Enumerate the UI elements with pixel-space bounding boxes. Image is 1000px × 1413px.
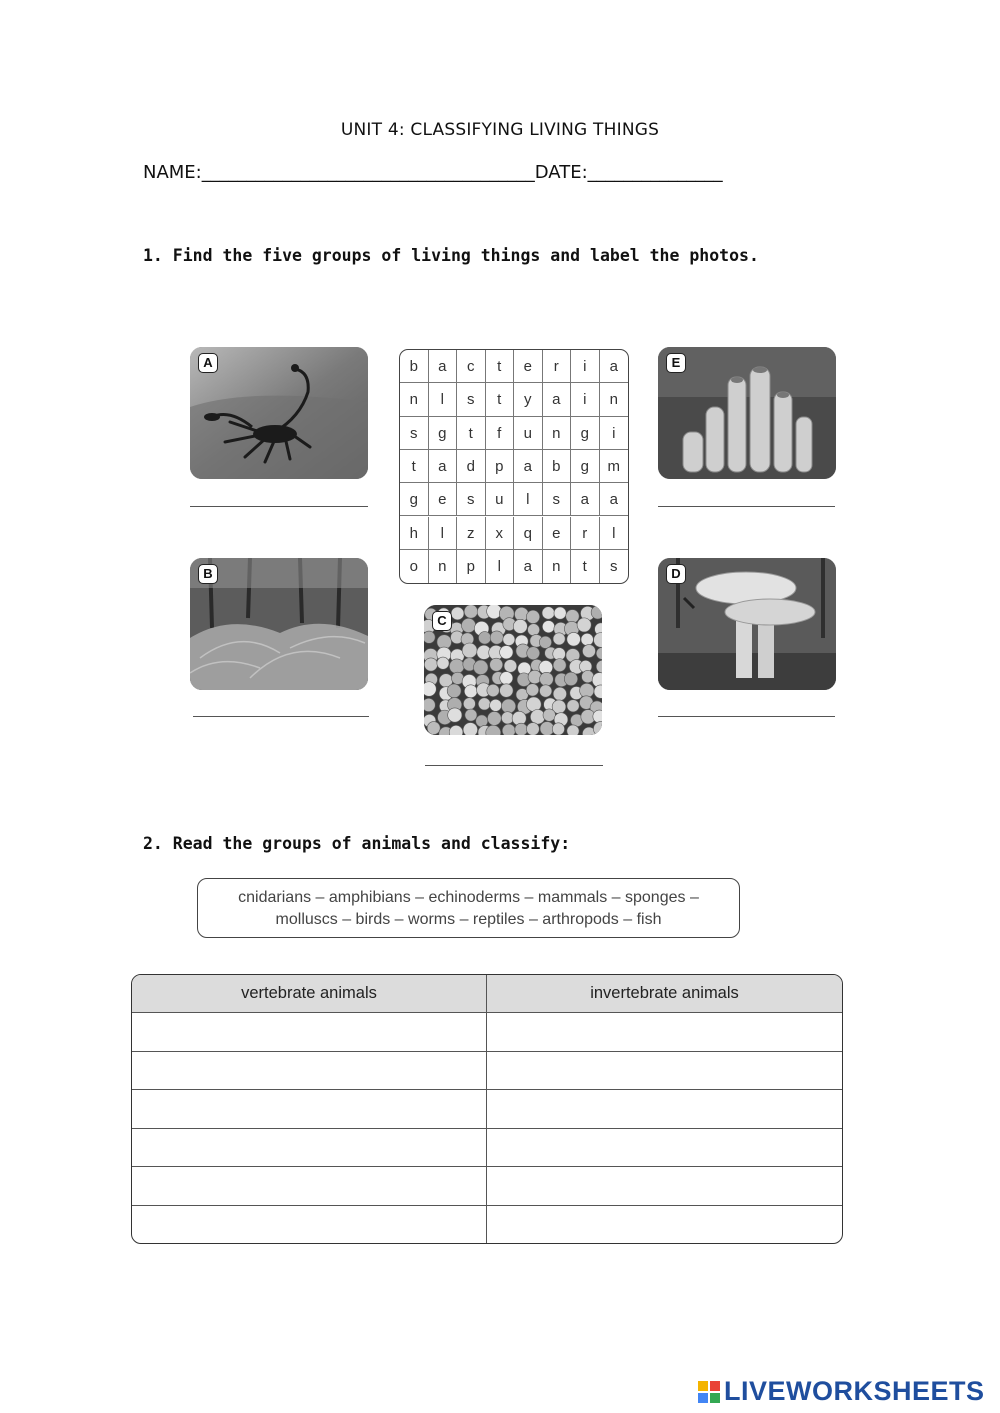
grid-cell[interactable]: z [457, 517, 486, 550]
grid-cell[interactable]: g [400, 483, 429, 516]
photo-c [424, 605, 602, 735]
grid-cell[interactable]: u [486, 483, 515, 516]
word-bank-line-2: molluscs – birds – worms – reptiles – arthropods – fish [275, 911, 662, 928]
grid-cell[interactable]: a [429, 450, 458, 483]
grid-cell[interactable]: n [400, 383, 429, 416]
grid-cell[interactable]: h [400, 517, 429, 550]
answer-line-c[interactable] [425, 765, 603, 766]
grid-cell[interactable]: a [543, 383, 572, 416]
header-invertebrate: invertebrate animals [487, 975, 842, 1013]
answer-line-b[interactable] [193, 716, 369, 717]
word-bank-box [197, 878, 740, 938]
liveworksheets-brand: LIVEWORKSHEETS [724, 1376, 985, 1406]
grid-cell[interactable]: e [514, 350, 543, 383]
grid-cell[interactable]: t [486, 350, 515, 383]
word-search-grid [399, 349, 629, 584]
grid-cell[interactable]: u [514, 417, 543, 450]
grid-cell[interactable]: n [543, 417, 572, 450]
photo-c-tag: C [432, 611, 452, 631]
grid-cell[interactable]: a [429, 350, 458, 383]
vertebrate-answer-cell[interactable] [132, 1129, 487, 1168]
grid-cell[interactable]: a [514, 550, 543, 583]
table-row [132, 1129, 842, 1168]
grid-cell[interactable]: x [486, 517, 515, 550]
invertebrate-answer-cell[interactable] [487, 1167, 842, 1206]
grid-cell[interactable]: r [571, 517, 600, 550]
grid-cell[interactable]: e [429, 483, 458, 516]
photo-d-tag: D [666, 564, 686, 584]
grid-cell[interactable]: e [543, 517, 572, 550]
grid-cell[interactable]: l [600, 517, 629, 550]
classification-table [131, 974, 843, 1244]
grid-cell[interactable]: g [429, 417, 458, 450]
grid-cell[interactable]: i [600, 417, 629, 450]
worksheet-title: UNIT 4: CLASSIFYING LIVING THINGS [340, 120, 660, 140]
grid-cell[interactable]: s [610, 557, 618, 575]
grid-cell[interactable]: i [571, 350, 600, 383]
grid-cell[interactable]: n [429, 550, 458, 583]
grid-cell[interactable]: s [457, 383, 486, 416]
invertebrate-answer-cell[interactable] [487, 1013, 842, 1052]
photo-b-tag: B [198, 564, 218, 584]
grid-cell[interactable]: g [571, 417, 600, 450]
vertebrate-answer-cell[interactable] [132, 1167, 487, 1206]
header-vertebrate: vertebrate animals [132, 975, 487, 1013]
grid-cell[interactable]: t [486, 383, 515, 416]
grid-cell[interactable]: a [600, 350, 629, 383]
grid-cell[interactable]: m [600, 450, 629, 483]
answer-line-a[interactable] [190, 506, 368, 507]
grid-cell[interactable]: o [400, 550, 429, 583]
photo-b [190, 558, 368, 690]
grid-cell[interactable]: n [543, 550, 572, 583]
grid-cell[interactable]: n [600, 383, 629, 416]
grid-cell[interactable]: l [514, 483, 543, 516]
vertebrate-answer-cell[interactable] [132, 1090, 487, 1129]
invertebrate-answer-cell[interactable] [487, 1206, 842, 1244]
table-row [132, 1167, 842, 1206]
question-2-text: 2. Read the groups of animals and classify: [143, 834, 571, 853]
grid-cell[interactable]: f [486, 417, 515, 450]
photo-e [658, 347, 836, 479]
liveworksheets-logo-icon [697, 1378, 723, 1408]
vertebrate-answer-cell[interactable] [132, 1052, 487, 1091]
word-bank-line-1: cnidarians – amphibians – echinoderms – mammals – sponges – [238, 889, 699, 906]
grid-cell[interactable]: a [514, 450, 543, 483]
grid-cell[interactable]: b [400, 350, 429, 383]
grid-cell[interactable]: r [543, 350, 572, 383]
grid-cell[interactable]: a [600, 483, 629, 516]
table-row [132, 1052, 842, 1091]
grid-cell[interactable]: l [429, 517, 458, 550]
vertebrate-answer-cell[interactable] [132, 1013, 487, 1052]
grid-cell[interactable]: s [543, 483, 572, 516]
grid-cell[interactable]: t [457, 417, 486, 450]
answer-line-d[interactable] [658, 716, 835, 717]
grid-cell[interactable]: s [400, 417, 429, 450]
answer-line-e[interactable] [658, 506, 835, 507]
grid-cell[interactable]: g [571, 450, 600, 483]
name-date-line: NAME:_____________________________________DATE:_______________ [143, 162, 723, 183]
grid-cell[interactable]: t [400, 450, 429, 483]
table-row [132, 1206, 842, 1244]
grid-cell[interactable]: q [514, 517, 543, 550]
photo-a [190, 347, 368, 479]
grid-cell[interactable]: b [543, 450, 572, 483]
grid-cell[interactable]: p [486, 450, 515, 483]
vertebrate-answer-cell[interactable] [132, 1206, 487, 1244]
invertebrate-answer-cell[interactable] [487, 1129, 842, 1168]
grid-cell[interactable]: s [457, 483, 486, 516]
grid-cell[interactable]: p [457, 550, 486, 583]
grid-cell[interactable]: a [571, 483, 600, 516]
question-1-text: 1. Find the five groups of living things and label the photos. [143, 246, 759, 265]
grid-cell[interactable]: t [571, 550, 600, 583]
grid-cell[interactable]: l [486, 550, 515, 583]
photo-d [658, 558, 836, 690]
grid-cell[interactable]: d [457, 450, 486, 483]
grid-cell[interactable]: c [457, 350, 486, 383]
grid-cell[interactable]: l [429, 383, 458, 416]
invertebrate-answer-cell[interactable] [487, 1052, 842, 1091]
photo-a-tag: A [198, 353, 218, 373]
grid-cell[interactable]: y [514, 383, 543, 416]
photo-e-tag: E [666, 353, 686, 373]
table-row [132, 1013, 842, 1052]
grid-cell[interactable]: i [571, 383, 600, 416]
table-row [132, 1090, 842, 1129]
invertebrate-answer-cell[interactable] [487, 1090, 842, 1129]
